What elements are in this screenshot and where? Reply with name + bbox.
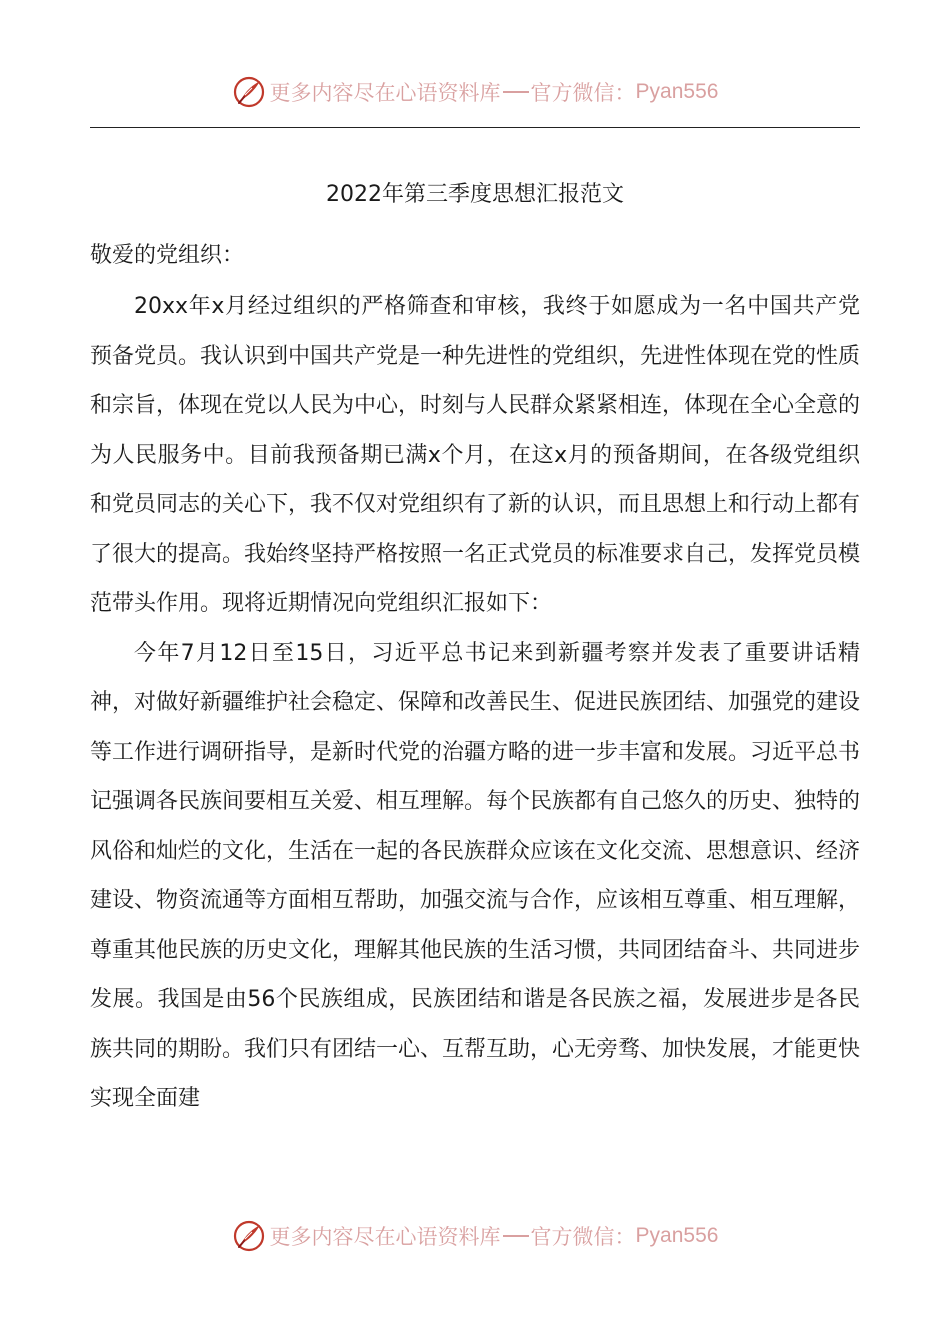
header-rule-divider	[90, 127, 860, 128]
header-banner-text	[270, 77, 719, 107]
document-body	[90, 282, 860, 1124]
header-official-label: 官方微信：	[530, 81, 636, 105]
quill-pen-logo-icon	[232, 1219, 266, 1253]
footer-dash-divider	[503, 1235, 529, 1237]
footer-banner-text	[270, 1221, 719, 1251]
footer-wechat-id: Pyan556	[635, 1224, 719, 1247]
footer-official-label: 官方微信：	[530, 1225, 636, 1249]
document-title: 2022年第三季度思想汇报范文	[326, 182, 624, 207]
footer-site-text: 更多内容尽在心语资料库	[269, 1225, 501, 1249]
paragraph-1: 20xx年x月经过组织的严格筛查和审核，我终于如愿成为一名中国共产党预备党员。我认识到中国共产党是一种先进性的党组织，先进性体现在党的性质和宗旨，体现在党以人民为中心，时刻与人民群众紧紧相连，体现在全心全意的为人民服务中。目前我预备期已满x个月，在这x月的预备期间，在各级党组织和党员同志的关心下，我不仅对党组织有了新的认识，而且思想上和行动上都有了很大的提高。我始终坚持严格按照一名正式党员的标准要求自己，发挥党员模范带头作用。现将近期情况向党组织汇报如下：	[90, 294, 861, 616]
header-dash-divider	[503, 91, 529, 93]
quill-pen-logo-icon	[232, 75, 266, 109]
header-banner	[0, 72, 950, 112]
salutation: 敬爱的党组织：	[90, 243, 245, 268]
header-wechat-id: Pyan556	[635, 80, 719, 103]
paragraph-2: 今年7月12日至15日，习近平总书记来到新疆考察并发表了重要讲话精神，对做好新疆维护社会稳定、保障和改善民生、促进民族团结、加强党的建设等工作进行调研指导，是新时代党的治疆方略的进一步丰富和发展。习近平总书记强调各民族间要相互关爱、相互理解。每个民族都有自己悠久的历史、独特的风俗和灿烂的文化，生活在一起的各民族群众应该在文化交流、思想意识、经济建设、物资流通等方面相互帮助，加强交流与合作，应该相互尊重、相互理解，尊重其他民族的历史文化，理解其他民族的生活习惯，共同团结奋斗、共同进步发展。我国是由56个民族组成，民族团结和谐是各民族之福，发展进步是各民族共同的期盼。我们只有团结一心、互帮互助，心无旁骛、加快发展，才能更快实现全面建	[90, 640, 861, 1111]
header-site-text: 更多内容尽在心语资料库	[269, 81, 501, 105]
footer-banner	[0, 1216, 950, 1256]
